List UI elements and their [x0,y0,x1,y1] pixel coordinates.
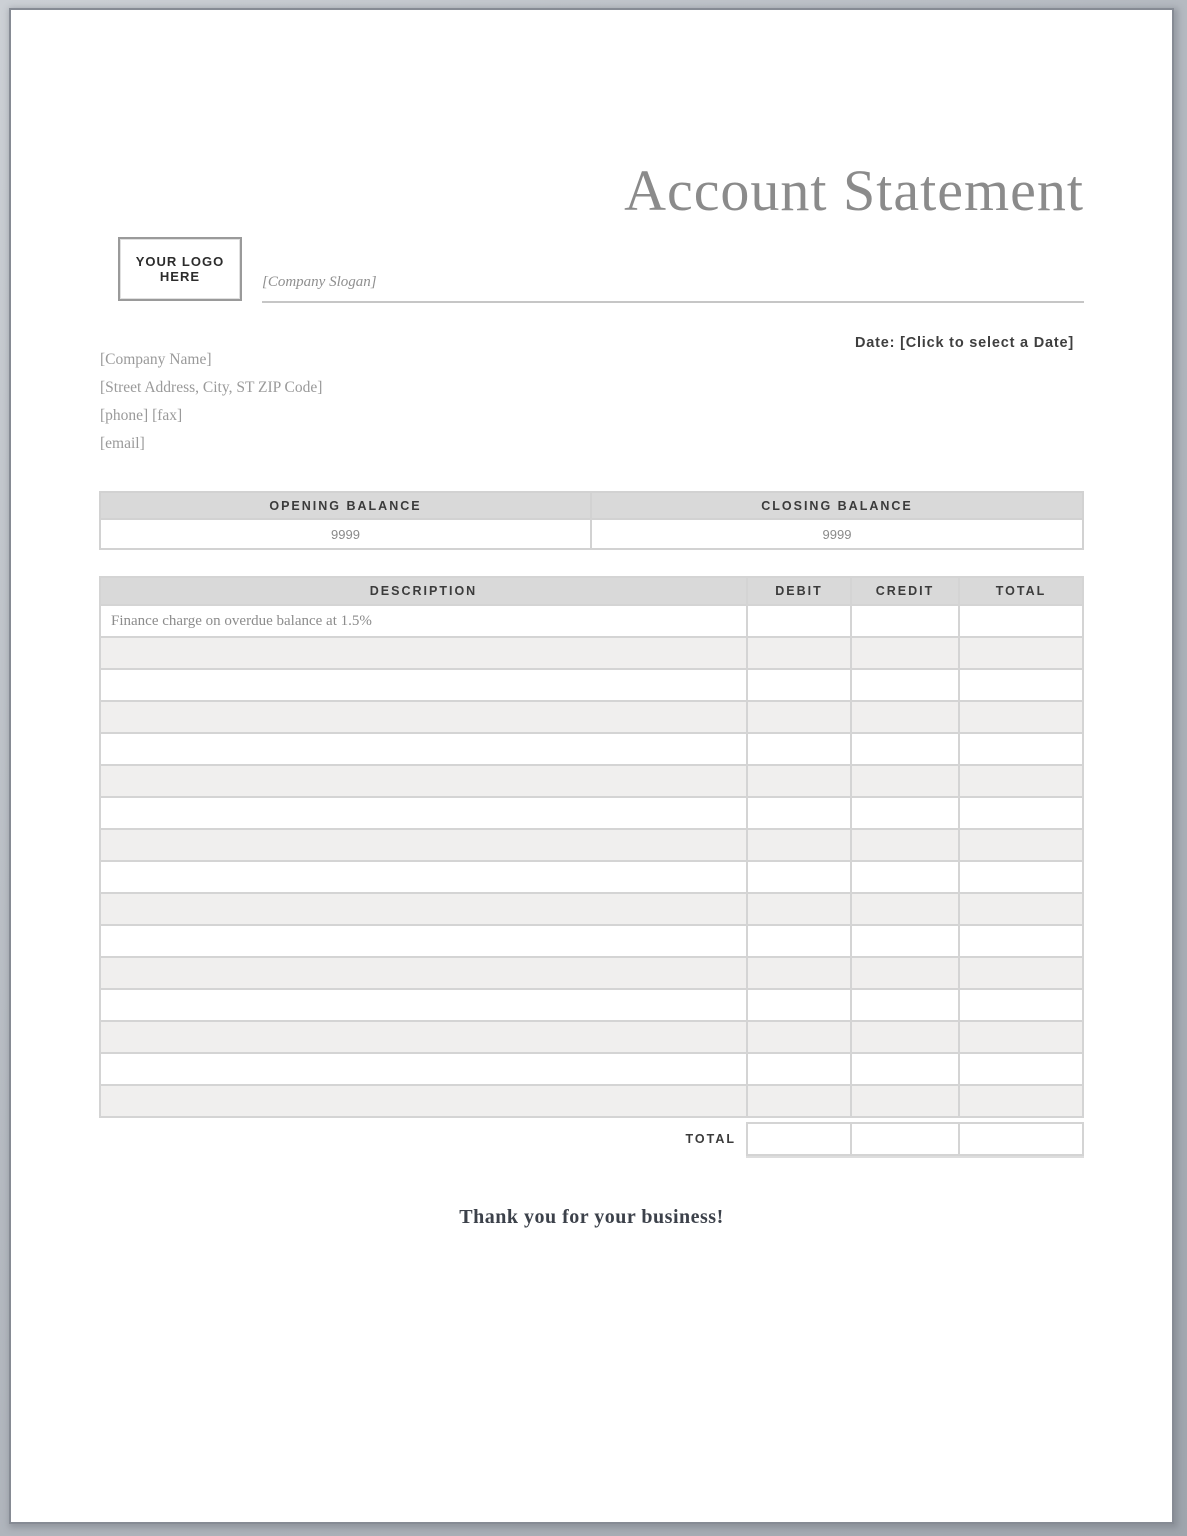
debit-column-header: DEBIT [748,578,850,604]
empty-cell[interactable] [101,702,746,732]
empty-cell[interactable] [748,830,850,860]
empty-cell[interactable] [960,958,1082,988]
closing-balance-value[interactable]: 9999 [592,520,1082,548]
empty-cell[interactable] [748,958,850,988]
empty-cell[interactable] [748,702,850,732]
empty-cell[interactable] [748,734,850,764]
empty-cell[interactable] [852,766,958,796]
empty-cell[interactable] [101,990,746,1020]
empty-cell[interactable] [101,1022,746,1052]
empty-cell[interactable] [852,1022,958,1052]
table-row[interactable] [101,894,1082,924]
empty-cell[interactable] [960,990,1082,1020]
table-row[interactable] [101,702,1082,732]
empty-cell[interactable] [748,1022,850,1052]
empty-cell[interactable] [101,1086,746,1116]
empty-cell[interactable] [852,798,958,828]
thank-you-message: Thank you for your business! [459,1206,724,1228]
empty-cell[interactable] [960,926,1082,956]
empty-cell[interactable] [748,798,850,828]
table-row[interactable] [101,766,1082,796]
company-name-field[interactable]: [Company Name] [100,351,212,368]
empty-cell[interactable] [748,990,850,1020]
table-row[interactable] [101,638,1082,668]
company-phone-fax-field[interactable]: [phone] [fax] [100,407,183,424]
empty-cell[interactable] [748,670,850,700]
company-address-field[interactable]: [Street Address, City, ST ZIP Code] [100,379,323,396]
transactions-header-row [101,578,1082,604]
table-row[interactable] [101,1022,1082,1052]
credit-cell[interactable] [852,606,958,636]
table-row[interactable] [101,1086,1082,1116]
empty-cell[interactable] [852,862,958,892]
empty-cell[interactable] [852,1086,958,1116]
credit-column-header: CREDIT [852,578,958,604]
empty-cell[interactable] [852,702,958,732]
empty-cell[interactable] [960,1022,1082,1052]
empty-cell[interactable] [101,926,746,956]
total-column-header: TOTAL [960,578,1082,604]
empty-cell[interactable] [101,798,746,828]
table-row[interactable] [101,670,1082,700]
empty-cell[interactable] [960,638,1082,668]
empty-cell[interactable] [101,766,746,796]
grand-total-debit-cell[interactable] [748,1124,850,1154]
empty-cell[interactable] [960,798,1082,828]
empty-cell[interactable] [960,862,1082,892]
empty-cell[interactable] [748,1086,850,1116]
page-content [99,10,1084,1522]
debit-cell[interactable] [748,606,850,636]
empty-cell[interactable] [101,830,746,860]
empty-cell[interactable] [852,830,958,860]
description-column-header: DESCRIPTION [101,578,746,604]
grand-total-cells [746,1122,1084,1156]
finance-charge-cell[interactable]: Finance charge on overdue balance at 1.5% [101,606,746,636]
empty-cell[interactable] [748,894,850,924]
empty-cell[interactable] [101,862,746,892]
table-row[interactable] [101,990,1082,1020]
empty-cell[interactable] [101,894,746,924]
table-row[interactable] [101,926,1082,956]
empty-cell[interactable] [748,766,850,796]
empty-cell[interactable] [852,638,958,668]
company-email-field[interactable]: [email] [100,435,145,452]
opening-balance-header: OPENING BALANCE [101,493,590,518]
empty-cell[interactable] [101,1054,746,1084]
date-field[interactable]: Date: [Click to select a Date] [854,335,1074,351]
opening-balance-value[interactable]: 9999 [101,520,590,548]
empty-cell[interactable] [852,1054,958,1084]
header-divider [262,301,1084,303]
table-row[interactable] [101,830,1082,860]
grand-total-label: TOTAL [685,1132,736,1146]
total-cell[interactable] [960,606,1082,636]
logo-placeholder[interactable] [118,237,242,301]
empty-cell[interactable] [960,670,1082,700]
grand-total-credit-cell[interactable] [852,1124,958,1154]
empty-cell[interactable] [852,990,958,1020]
empty-cell[interactable] [960,830,1082,860]
empty-cell[interactable] [101,958,746,988]
table-row[interactable] [101,798,1082,828]
empty-cell[interactable] [960,734,1082,764]
page-title: Account Statement [624,158,1084,223]
empty-cell[interactable] [748,638,850,668]
table-row[interactable] [101,1054,1082,1084]
company-slogan-field[interactable]: [Company Slogan] [262,274,377,290]
table-row[interactable] [101,862,1082,892]
table-row[interactable] [101,958,1082,988]
logo-text: YOUR LOGO HERE [135,254,225,284]
grand-total-total-cell[interactable] [960,1124,1082,1154]
empty-cell[interactable] [852,894,958,924]
empty-cell[interactable] [748,926,850,956]
closing-balance-header: CLOSING BALANCE [592,493,1082,518]
empty-cell[interactable] [960,766,1082,796]
empty-cell[interactable] [101,670,746,700]
empty-cell[interactable] [960,1086,1082,1116]
table-row[interactable] [101,606,1082,636]
table-row[interactable] [101,734,1082,764]
empty-cell[interactable] [852,926,958,956]
empty-cell[interactable] [748,1054,850,1084]
empty-cell[interactable] [960,894,1082,924]
empty-cell[interactable] [960,702,1082,732]
empty-cell[interactable] [101,638,746,668]
empty-cell[interactable] [748,862,850,892]
transactions-table [99,576,1084,1118]
balance-header-row [101,493,1082,518]
empty-cell[interactable] [852,958,958,988]
empty-cell[interactable] [852,734,958,764]
empty-cell[interactable] [852,670,958,700]
grand-total-row [99,1122,1084,1156]
balance-table [99,491,1084,550]
company-info-block [100,346,322,458]
balance-value-row [101,520,1082,548]
empty-cell[interactable] [101,734,746,764]
document-page [11,10,1172,1522]
empty-cell[interactable] [960,1054,1082,1084]
